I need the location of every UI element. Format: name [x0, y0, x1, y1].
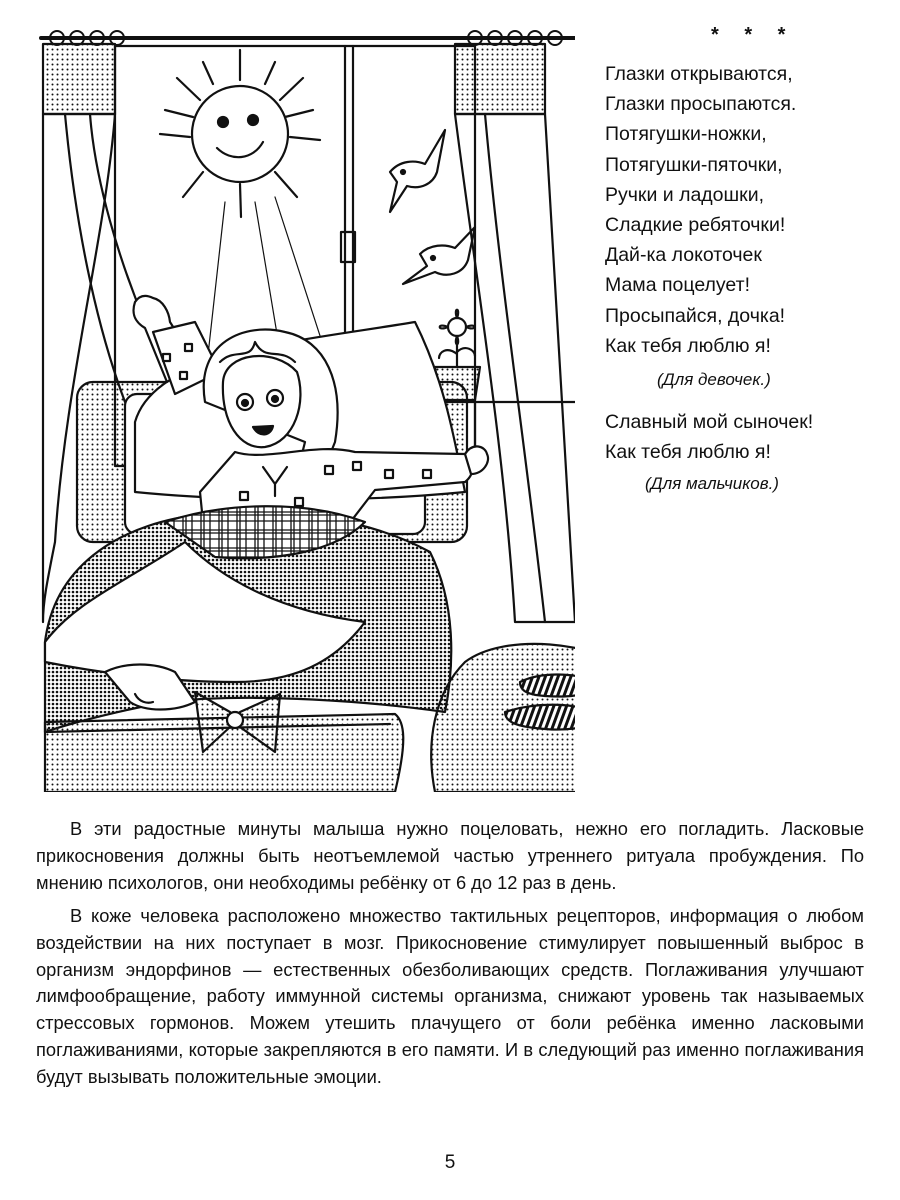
poem-line: Как тебя люблю я! [605, 334, 771, 357]
curtain-right [455, 44, 575, 622]
poem-line: Потягушки-пяточки, [605, 153, 783, 176]
poem-line: Дай-ка локоточек [605, 244, 762, 267]
poem-separator: * * * [711, 24, 796, 46]
body-text [36, 816, 864, 1097]
poem-note-girls: (Для девочек.) [657, 370, 771, 390]
poem-line: Мама поцелует! [605, 274, 750, 297]
poem-line: Как тебя люблю я! [605, 441, 771, 464]
poem [605, 24, 885, 511]
page-number: 5 [444, 1152, 456, 1173]
illustration-girl-waking [35, 22, 575, 792]
poem-line: Глазки открываются, [605, 63, 793, 85]
paragraph: В коже человека расположено множество тактильных рецепторов, информация о любом воздействии на них поступает в мозг. Прикосновение стимулирует повышенный выброс в организм эндорфинов — естественных обезболивающих средств. Поглаживания улучшают лимфообращение, работу иммунной системы организма, снижают уровень так называемых стрессовых гормонов. Можем утешить плачущего от боли ребёнка именно ласковыми поглаживаниями, которые закрепляются в его памяти. И в следующий раз именно поглаживания будут вызывать положительные эмоции. [36, 904, 864, 1088]
poem-line: Просыпайся, дочка! [605, 304, 786, 327]
poem-note-boys: (Для мальчиков.) [645, 474, 779, 494]
poem-line: Потягушки-ножки, [605, 123, 767, 146]
paragraph: В эти радостные минуты малыша нужно поцеловать, нежно его погладить. Ласковые прикосновения должны быть неотъемлемой частью утреннего ритуала пробуждения. По мнению психологов, они необходимы ребёнку от 6 до 12 раз в день. [36, 818, 864, 893]
poem-line: Ручки и ладошки, [605, 183, 764, 206]
poem-line: Славный мой сыночек! [605, 411, 814, 434]
bird-icon [390, 130, 445, 212]
bird-icon [403, 227, 475, 284]
poem-line: Глазки просыпаются. [605, 93, 797, 116]
poem-line: Сладкие ребяточки! [605, 214, 786, 237]
